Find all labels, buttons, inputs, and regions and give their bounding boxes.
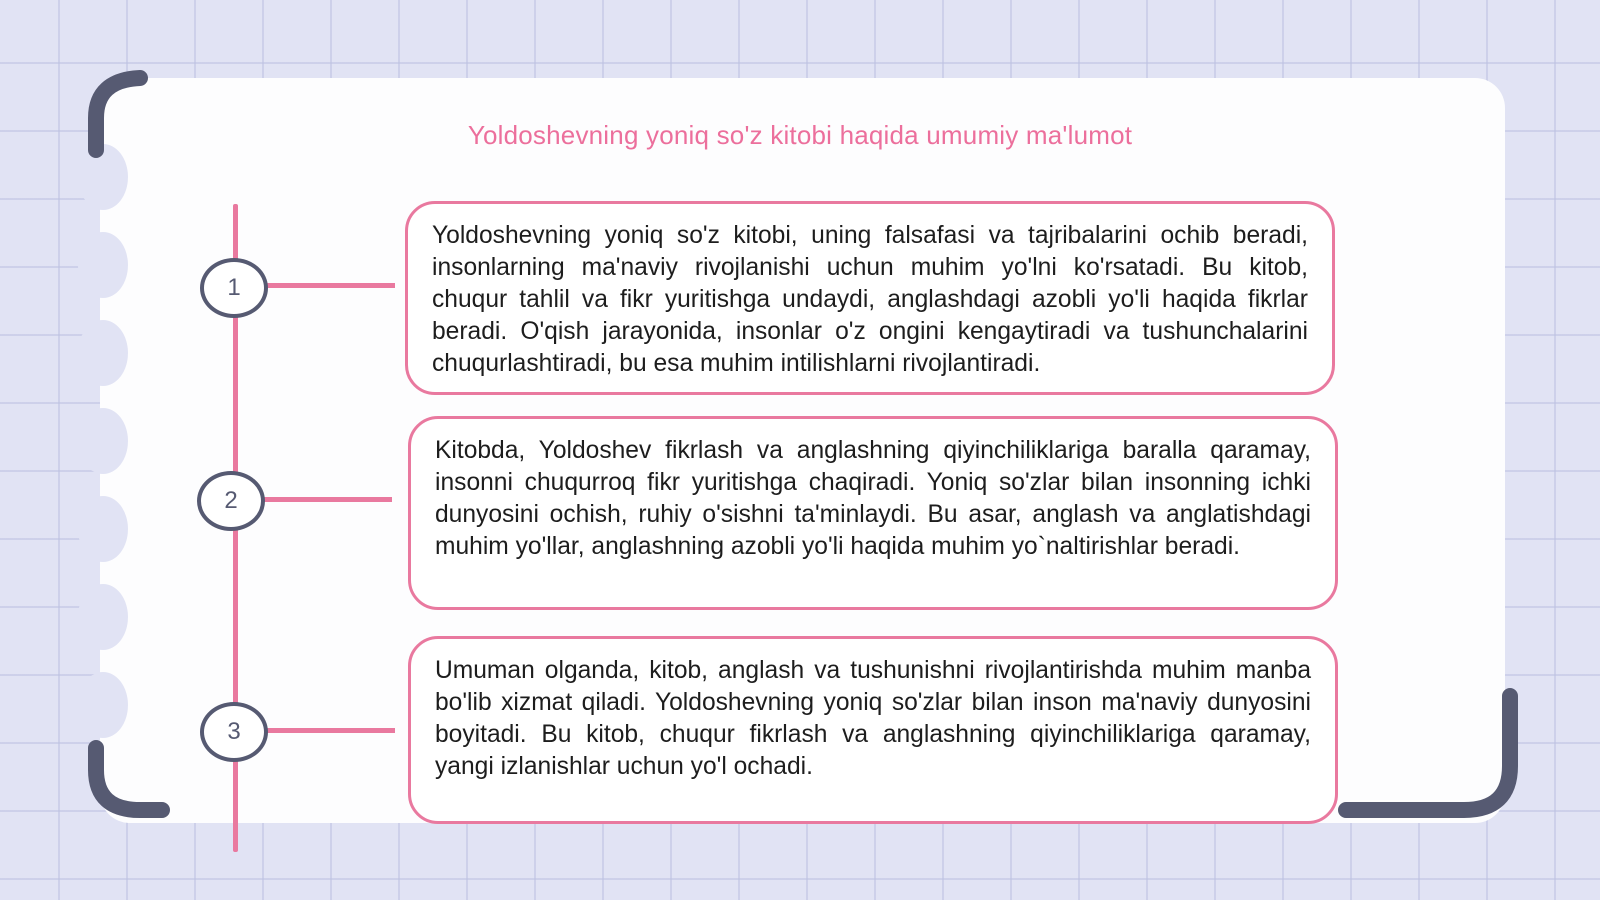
scallop-edge	[78, 496, 128, 562]
step-number-circle: 2	[197, 471, 265, 531]
info-box	[405, 201, 1335, 395]
timeline-connector	[265, 728, 395, 733]
scallop-edge	[78, 584, 128, 650]
info-text: Kitobda, Yoldoshev fikrlash va anglashning qiyinchiliklariga baralla qaramay, insonni chuqurroq fikr yuritishga chaqiradi. Yoniq so'zlar bilan insonning ichki dunyosini ochish, ruhiy o'sishni ta'minlaydi. Bu asar, anglash va anglatishdagi muhim yo'llar, anglashning azobli yo'li haqida muhim yo`naltirishlar beradi.	[435, 437, 1311, 560]
info-text: Umuman olganda, kitob, anglash va tushunishni rivojlantirishda muhim manba bo'lib xizmat qiladi. Yoldoshevning yoniq so'zlar bilan inson ma'naviy dunyosini boyitadi. Bu kitob, chuqur fikrlash va anglashning qiyinchiliklariga qaramay, yangi izlanishlar uchun yo'l ochadi.	[435, 657, 1311, 780]
corner-bracket-bottom-left	[0, 700, 200, 900]
scallop-edge	[78, 320, 128, 386]
timeline-connector	[265, 283, 395, 288]
timeline-connector	[262, 497, 392, 502]
scallop-edge	[78, 408, 128, 474]
info-box	[408, 416, 1338, 610]
page-title: Yoldoshevning yoniq so'z kitobi haqida umumiy ma'lumot	[467, 120, 1133, 150]
info-box	[408, 636, 1338, 824]
step-number-circle: 3	[200, 702, 268, 762]
step-number-circle: 1	[200, 258, 268, 318]
info-text: Yoldoshevning yoniq so'z kitobi, uning falsafasi va tajribalarini ochib beradi, insonlarning ma'naviy rivojlanishi uchun muhim yo'lni ko'rsatadi. Bu kitob, chuqur tahlil va fikr yuritishga undaydi, anglashdagi azobli yo'li haqida fikrlar beradi. O'qish jarayonida, insonlar o'z ongini kengaytiradi va tushunchalarini chuqurlashtiradi, bu esa muhim intilishlarni rivojlantiradi.	[432, 222, 1308, 377]
scallop-edge	[78, 232, 128, 298]
corner-bracket-top-left	[0, 0, 200, 200]
